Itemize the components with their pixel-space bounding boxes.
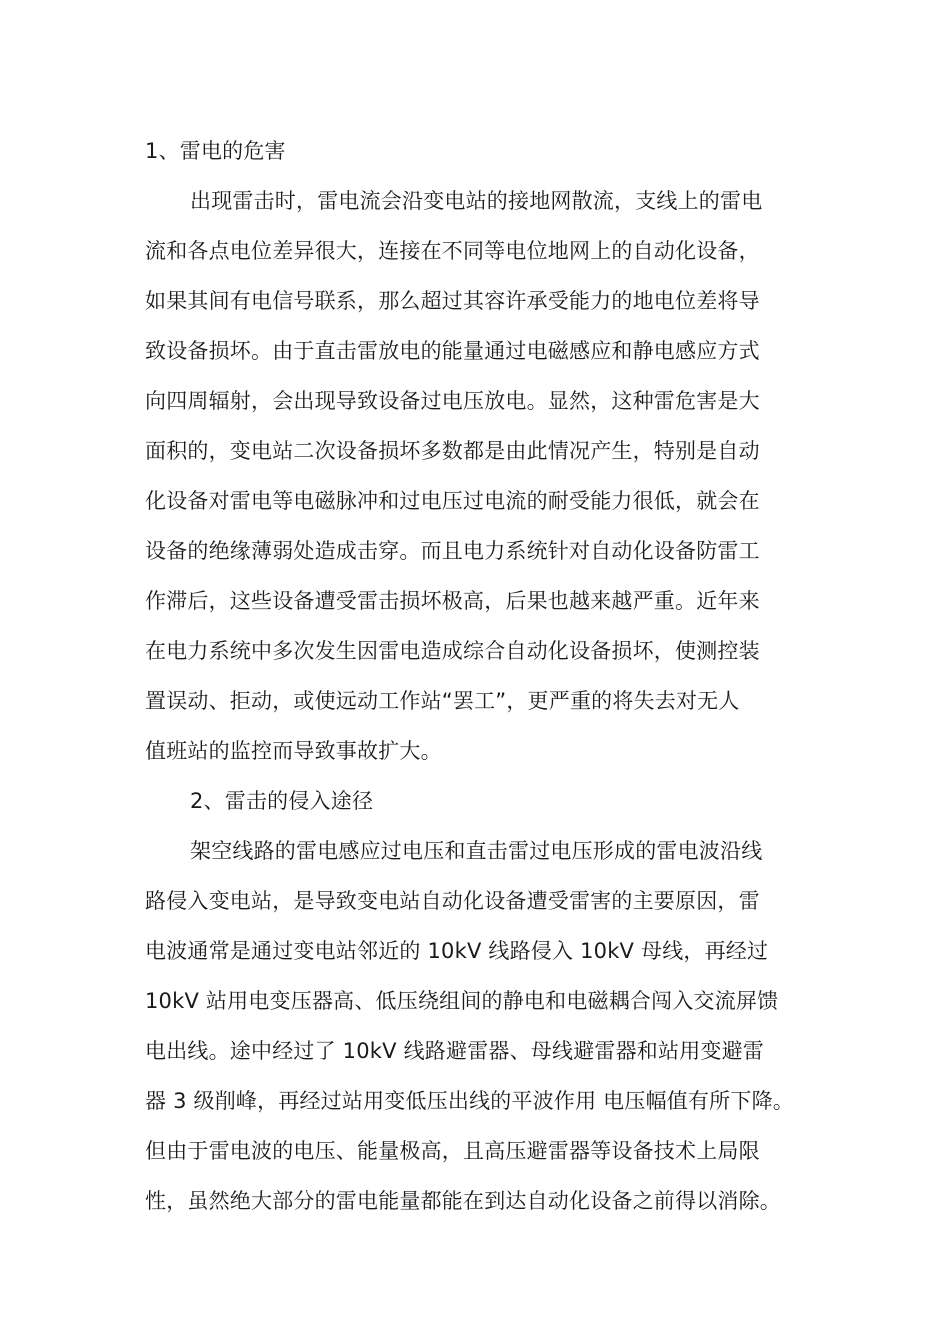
- paragraph-line: 设备的绝缘薄弱处造成击穿。而且电力系统针对自动化设备防雷工: [145, 539, 760, 563]
- paragraph-line: 但由于雷电波的电压、能量极高，且高压避雷器等设备技术上局限: [145, 1139, 760, 1163]
- paragraph-line: 10kV 站用电变压器高、低压绕组间的静电和电磁耦合闯入交流屏馈: [145, 989, 779, 1013]
- paragraph-line: 器 3 级削峰，再经过站用变低压出线的平波作用 电压幅值有所下降。: [145, 1089, 794, 1113]
- paragraph-line: 架空线路的雷电感应过电压和直击雷过电压形成的雷电波沿线: [190, 839, 763, 863]
- paragraph-line: 出现雷击时，雷电流会沿变电站的接地网散流，支线上的雷电: [190, 189, 763, 213]
- paragraph-line: 电波通常是通过变电站邻近的 10kV 线路侵入 10kV 母线，再经过: [145, 939, 769, 963]
- paragraph-line: 作滞后，这些设备遭受雷击损坏极高，后果也越来越严重。近年来: [145, 589, 760, 613]
- section-heading-2: 2、雷击的侵入途径: [190, 789, 374, 813]
- paragraph-line: 置误动、拒动，或使远动工作站“罢工”，更严重的将失去对无人: [145, 689, 740, 713]
- paragraph-line: 如果其间有电信号联系，那么超过其容许承受能力的地电位差将导: [145, 289, 760, 313]
- paragraph-line: 值班站的监控而导致事故扩大。: [145, 739, 442, 763]
- paragraph-line: 面积的，变电站二次设备损坏多数都是由此情况产生，特别是自动: [145, 439, 760, 463]
- paragraph-line: 流和各点电位差异很大，连接在不同等电位地网上的自动化设备，: [145, 239, 760, 263]
- paragraph-line: 电出线。途中经过了 10kV 线路避雷器、母线避雷器和站用变避雷: [145, 1039, 764, 1063]
- paragraph-line: 路侵入变电站，是导致变电站自动化设备遭受雷害的主要原因，雷: [145, 889, 760, 913]
- paragraph-line: 化设备对雷电等电磁脉冲和过电压过电流的耐受能力很低，就会在: [145, 489, 760, 513]
- paragraph-line: 向四周辐射，会出现导致设备过电压放电。显然，这种雷危害是大: [145, 389, 760, 413]
- paragraph-line: 致设备损坏。由于直击雷放电的能量通过电磁感应和静电感应方式: [145, 339, 760, 363]
- paragraph-line: 性，虽然绝大部分的雷电能量都能在到达自动化设备之前得以消除。: [145, 1189, 781, 1213]
- paragraph-line: 在电力系统中多次发生因雷电造成综合自动化设备损坏，使测控装: [145, 639, 760, 663]
- section-heading-1: 1、雷电的危害: [145, 139, 286, 163]
